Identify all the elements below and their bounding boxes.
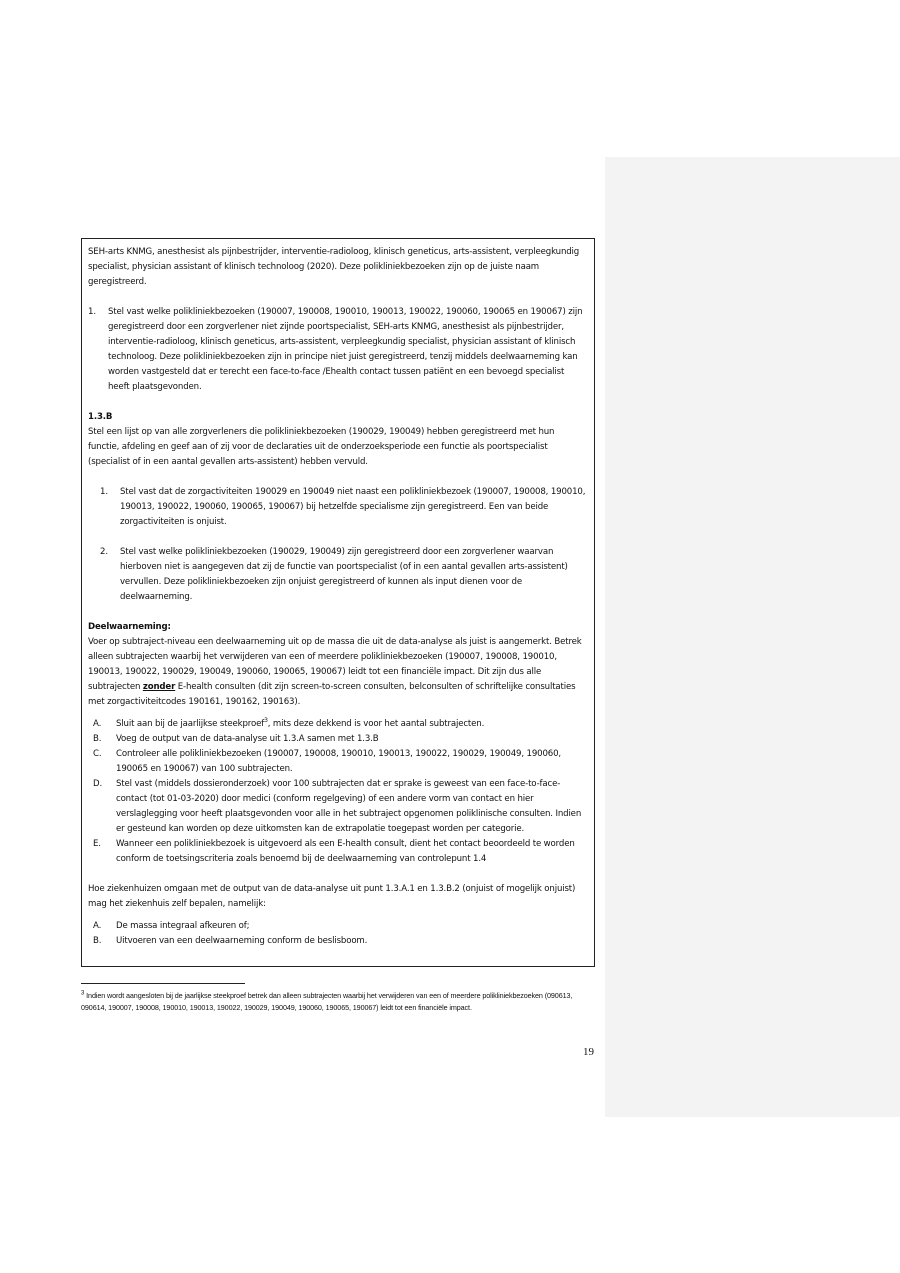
closing-text: Hoe ziekenhuizen omgaan met de output van de data-analyse uit punt 1.3.A.1 en 1.3.B.2 (onjuist of mogelijk onjuist) mag het ziekenhuis zelf bepalen, namelijk:	[88, 884, 576, 909]
page-number: 19	[583, 1046, 594, 1058]
list-item-text: Voeg de output van de data-analyse uit 1.3.A samen met 1.3.B	[116, 734, 379, 744]
text-segment: Voer op subtraject-niveau een deelwaarneming uit op de massa die uit de data-analyse als juist is aangemerkt. Betrek alleen subtrajecten waarbij het verwijderen van een of meerdere polikliniekbezoeken (190007, 190008, 190010, 190013, 190022, 190029, 190049, 190060, 190065, 190067) leidt tot een financiële impact. Dit zijn dus alle subtrajecten	[88, 637, 582, 692]
list-item	[93, 919, 587, 934]
list-item-text: Stel vast welke polikliniekbezoeken (190029, 190049) zijn geregistreerd door een zorgverlener waarvan hierboven niet is aangegeven dat zij de functie van poortspecialist (of in een aantal gevallen arts-assistent) vervullen. Deze polikliniekbezoeken zijn onjuist geregistreerd of kunnen als input dienen voor de deelwaarneming.	[120, 547, 568, 602]
list-marker: B.	[93, 936, 102, 946]
deelwaarneming-list	[88, 717, 587, 867]
list-item	[93, 837, 587, 867]
section-b-list	[88, 485, 587, 605]
list-item-text: Uitvoeren van een deelwaarneming conform de beslisboom.	[116, 936, 368, 946]
list-item	[93, 934, 587, 949]
text-segment: E-health consulten (dit zijn screen-to-screen consulten, belconsulten of schriftelijke consultaties met zorgactiviteitcodes 190161, 190162, 190163).	[88, 682, 576, 707]
section-b-text: Stel een lijst op van alle zorgverleners die polikliniekbezoeken (190029, 190049) hebben geregistreerd met hun functie, afdeling en geef aan of zij voor de declaraties uit de onderzoeksperiode een functie als poortspecialist (specialist of in een aantal gevallen arts-assistent) hebben vervuld.	[88, 427, 555, 467]
closing-list	[88, 919, 587, 949]
footnote-marker: 3	[81, 990, 85, 997]
list-item	[93, 717, 587, 732]
list-marker: C.	[93, 749, 102, 759]
list-item-text: Controleer alle polikliniekbezoeken (190007, 190008, 190010, 190013, 190022, 190029, 190049, 190060, 190065 en 190067) van 100 subtrajecten.	[116, 749, 562, 774]
list-item	[93, 732, 587, 747]
content-box	[81, 238, 595, 967]
list-item-text: De massa integraal afkeuren of;	[116, 921, 250, 931]
deelwaarneming-text	[88, 635, 587, 710]
list-item	[100, 545, 587, 605]
list-item-text: Wanneer een polikliniekbezoek is uitgevoerd als een E-health consult, dient het contact beoordeeld te worden conform de toetsingscriteria zoals benoemd bij de deelwaarneming van controlepunt 1.4	[116, 839, 575, 864]
list-marker: 2.	[100, 547, 108, 557]
list-item	[93, 777, 587, 837]
list-item	[93, 747, 587, 777]
footnote-separator	[81, 983, 245, 984]
list-item-text: Stel vast welke polikliniekbezoeken (190007, 190008, 190010, 190013, 190022, 190060, 190065 en 190067) zijn geregistreerd door een zorgverlener niet zijnde poortspecialist, SEH-arts KNMG, anesthesist als pijnbestrijder, interventie-radioloog, klinisch geneticus, arts-assistent, verpleegkundig specialist, physician assistant of klinisch technoloog. Deze polikliniekbezoeken zijn in principe niet juist geregistreerd, tenzij middels deelwaarneming kan worden vastgesteld dat er terecht een face-to-face /Ehealth contact tussen patiënt en een bevoegd specialist heeft plaatsgevonden.	[108, 307, 583, 392]
list-marker: D.	[93, 779, 103, 789]
list-item-text: Stel vast dat de zorgactiviteiten 190029 en 190049 niet naast een polikliniekbezoek (190007, 190008, 190010, 190013, 190022, 190060, 190065, 190067) bij hetzelfde specialisme zijn geregistreerd. Een van beide zorgactiviteiten is onjuist.	[120, 487, 586, 527]
list-item-text: Sluit aan bij de jaarlijkse steekproef	[116, 719, 265, 729]
underlined-word: zonder	[142, 682, 176, 692]
deelwaarneming-heading: Deelwaarneming:	[88, 622, 171, 632]
list-a	[88, 305, 587, 395]
comment-pane	[605, 157, 900, 1117]
list-item	[100, 485, 587, 530]
list-marker: 1.	[88, 307, 96, 317]
list-item-text: Stel vast (middels dossieronderzoek) voor 100 subtrajecten dat er sprake is geweest van een face-to-face-contact (tot 01-03-2020) door medici (conform regelgeving) of een andere vorm van contact en hier verslaglegging voor heeft plaatsgevonden voor alle in het subtraject opgenomen poliklinische consulten. Indien er gesteund kan worden op deze uitkomsten kan de extrapolatie toegepast worden per categorie.	[116, 779, 582, 834]
list-marker: A.	[93, 719, 102, 729]
list-item-text: , mits deze dekkend is voor het aantal subtrajecten.	[267, 719, 485, 729]
list-marker: 1.	[100, 487, 108, 497]
list-marker: E.	[93, 839, 101, 849]
list-item	[88, 305, 587, 395]
section-b-heading: 1.3.B	[88, 412, 113, 422]
footnote-reference[interactable]: 3	[264, 717, 268, 725]
list-marker: B.	[93, 734, 102, 744]
intro-paragraph: SEH-arts KNMG, anesthesist als pijnbestrijder, interventie-radioloog, klinisch geneticus, arts-assistent, verpleegkundig specialist, physician assistant of klinisch technoloog (2020). Deze polikliniekbezoeken zijn op de juiste naam geregistreerd.	[88, 247, 580, 287]
footnote-text: Indien wordt aangesloten bij de jaarlijkse steekproef betrek dan alleen subtrajecten waarbij het verwijderen van een of meerdere polikliniekbezoeken (090613, 090614, 190007, 190008, 190010, 190013, 190022, 190029, 190049, 190060, 190065, 190067) leidt tot een financiële impact.	[81, 991, 573, 1012]
list-marker: A.	[93, 921, 102, 931]
footnote	[81, 990, 596, 1013]
